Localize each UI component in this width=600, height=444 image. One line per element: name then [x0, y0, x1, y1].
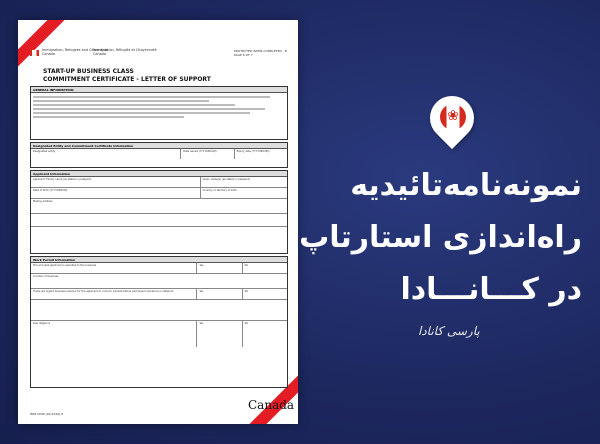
essential-no: No — [244, 264, 249, 267]
country-of-birth-cell: Country or territory of birth — [202, 189, 237, 192]
document-subtitle: COMMITMENT CERTIFICATE - LETTER OF SUPPORT — [43, 76, 211, 83]
protected-label — [234, 49, 294, 57]
red-corner-ribbon-top — [18, 20, 71, 71]
canada-flag-icon — [30, 50, 39, 56]
department-english: Immigration, Refugees and Citizenship Canada — [42, 48, 108, 56]
headline-line-1: نمونه‌نامه‌تائیدیه — [350, 168, 582, 203]
page-number: PAGE 6 OF 7 — [234, 53, 253, 57]
department-french: Immigration, Réfugiés et Citoyenneté Canada — [93, 48, 157, 56]
explanation-row — [31, 227, 287, 239]
applicant-information-box — [30, 170, 288, 254]
applicant-information-heading: Applicant Information — [31, 171, 287, 177]
general-information-heading: GENERAL INFORMATION — [31, 87, 287, 93]
work-permit-box — [30, 256, 288, 388]
checkbox-row — [31, 214, 287, 226]
essential-question: The principal applicant is essential to the business — [31, 263, 197, 273]
date-issued-cell: Date issued (YYYY-MM-DD) — [181, 149, 234, 159]
form-number: IMM 0096 (09-2016) E — [30, 412, 64, 416]
protected-text: PROTECTED WHEN COMPLETED - B — [234, 49, 287, 53]
urgent-question: There are urgent business reasons for the applicant to come to Canada before permanent residence is obtained — [31, 289, 197, 299]
due-diligence-cell: Due diligence — [31, 321, 197, 347]
work-permit-heading: Work Permit Information — [31, 257, 287, 263]
family-name-cell: Applicant: Family name (as stated in passport) — [31, 177, 201, 187]
mailing-address-cell: Mailing address — [33, 200, 53, 203]
given-name-cell: Given name(s) (as stated in passport) — [202, 178, 251, 181]
urgent-no: No — [244, 290, 249, 293]
maple-leaf-icon: ❀ — [447, 108, 459, 124]
headline-line-3: در کـــانـــادا — [400, 272, 582, 307]
expiry-date-cell: Expiry date (YYYY-MM-DD) — [236, 150, 270, 153]
brand-signature: پارسی کانادا — [418, 324, 480, 338]
designated-entity-cell: Designated entity — [31, 149, 181, 159]
date-of-birth-cell: Date of birth (YYYY-MM-DD) — [31, 188, 201, 198]
document-title: START-UP BUSINESS CLASS — [43, 68, 134, 75]
essential-yes: Yes — [197, 263, 242, 273]
explanation-cell — [31, 300, 287, 320]
urgent-yes: Yes — [197, 289, 242, 299]
designated-entity-box — [30, 142, 288, 168]
canada-wordmark: Canada — [248, 398, 295, 412]
due-yes: Yes — [197, 321, 242, 347]
general-information-lines — [31, 93, 287, 121]
location-of-business-cell: Location of business — [33, 275, 59, 278]
headline-line-2: راه‌اندازی استارتاپ — [299, 220, 582, 255]
due-no: No — [244, 322, 249, 325]
designated-entity-heading: Designated Entity and Commitment Certificate Information — [31, 143, 287, 149]
document-preview — [18, 20, 298, 424]
general-information-box — [30, 86, 288, 140]
